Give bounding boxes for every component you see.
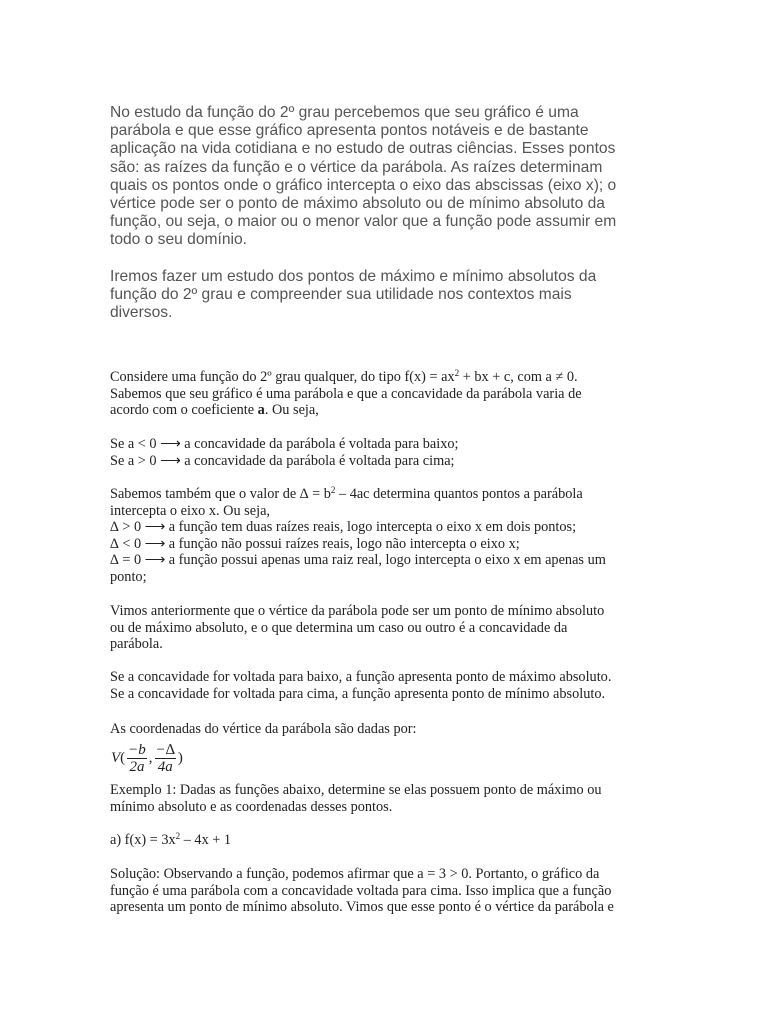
text-run: – 4x + 1 <box>180 832 232 848</box>
fraction-numerator: −b <box>128 742 146 758</box>
text-line: função é uma parábola com a concavidade voltada para cima. Isso implica que a função <box>110 882 612 899</box>
text-line: ∆ = 0 ⟶ a função possui apenas uma raiz real, logo intercepta o eixo x em apenas um <box>110 552 606 569</box>
fraction-x <box>127 742 147 775</box>
text-line: diversos. <box>110 304 173 322</box>
text-line: No estudo da função do 2º grau percebemos que seu gráfico é uma <box>110 104 579 121</box>
text-run: + bx + c, com a ≠ 0. <box>459 369 578 385</box>
fraction-denominator: 4a <box>157 759 173 775</box>
text-line: Vimos anteriormente que o vértice da parábola pode ser um ponto de mínimo absoluto <box>110 603 605 619</box>
text-line: ponto; <box>110 568 147 585</box>
text-line: Se a > 0 ⟶ a concavidade da parábola é voltada para cima; <box>110 452 455 469</box>
formula-paren: ) <box>177 750 183 766</box>
text-line: ou de máximo absoluto, e o que determina um caso ou outro é a concavidade da <box>110 619 568 636</box>
discriminant-paragraph <box>110 486 670 586</box>
text-line: Se a concavidade for voltada para baixo, a função apresenta ponto de máximo absoluto. <box>110 669 612 685</box>
fraction-denominator: 2a <box>129 759 145 775</box>
text-line: quais os pontos onde o gráfico intercepta o eixo das abscissas (eixo x); o <box>110 176 617 194</box>
text-line <box>110 486 670 503</box>
solution-paragraph <box>110 866 670 916</box>
text-line: Se a concavidade for voltada para cima, a função apresenta ponto de mínimo absoluto. <box>110 685 606 702</box>
text-line: função, ou seja, o maior ou o menor valor que a função pode assumir em <box>110 213 617 231</box>
text-line: função do 2º grau e compreender sua utilidade nos contextos mais <box>110 286 572 304</box>
formula-comma: , <box>148 750 153 766</box>
text-line: Exemplo 1: Dadas as funções abaixo, determine se elas possuem ponto de máximo ou <box>110 782 602 798</box>
example-paragraph <box>110 782 670 815</box>
text-line: parábola. <box>110 636 163 653</box>
fraction-y <box>155 742 176 775</box>
intro-paragraph-2 <box>110 268 670 323</box>
formula-symbol: V <box>111 750 121 766</box>
superscript: 2 <box>454 368 460 378</box>
text-line: todo o seu domínio. <box>110 231 247 249</box>
text-line: vértice pode ser o ponto de máximo absoluto ou de mínimo absoluto da <box>110 195 605 213</box>
text-line: ∆ > 0 ⟶ a função tem duas raízes reais, logo intercepta o eixo x em dois pontos; <box>110 519 577 536</box>
text-line: são: as raízes da função e o vértice da parábola. As raízes determinam <box>110 158 603 176</box>
vertex-paragraph <box>110 603 670 653</box>
text-line: Iremos fazer um estudo dos pontos de máximo e mínimo absolutos da <box>110 268 597 285</box>
text-line <box>110 402 670 419</box>
text-line: ∆ < 0 ⟶ a função não possui raízes reais, logo não intercepta o eixo x; <box>110 535 520 552</box>
text-line: Se a < 0 ⟶ a concavidade da parábola é voltada para baixo; <box>110 436 459 452</box>
text-run: Sabemos também que o valor de ∆ = b <box>110 486 331 502</box>
example-function <box>110 832 670 849</box>
vertex-coordinates-heading <box>110 721 670 738</box>
text-run: . Ou seja, <box>264 402 319 419</box>
text-line: intercepta o eixo x. Ou seja, <box>110 502 270 519</box>
superscript: 2 <box>175 831 181 841</box>
text-run: acordo com o coeficiente <box>110 402 258 419</box>
text-line <box>110 369 670 386</box>
text-line: aplicação na vida cotidiana e no estudo de outras ciências. Esses pontos <box>110 140 616 158</box>
text-line: apresenta um ponto de mínimo absoluto. Vimos que esse ponto é o vértice da parábola e <box>110 899 614 916</box>
concavity-rules-paragraph <box>110 436 670 469</box>
text-line: Solução: Observando a função, podemos afirmar que a = 3 > 0. Portanto, o gráfico da <box>110 866 600 882</box>
text-run: Considere uma função do 2º grau qualquer, do tipo f(x) = ax <box>110 369 455 385</box>
max-min-paragraph <box>110 669 670 702</box>
text-line: Sabemos que seu gráfico é uma parábola e que a concavidade da parábola varia de <box>110 385 582 402</box>
formula-paren: ( <box>120 750 126 766</box>
text-run: – 4ac determina quantos pontos a parábola <box>335 486 583 502</box>
superscript: 2 <box>330 485 336 495</box>
function-definition-paragraph <box>110 369 670 419</box>
text-line: As coordenadas do vértice da parábola são dadas por: <box>110 721 417 737</box>
text-run: a) f(x) = 3x <box>110 832 176 848</box>
fraction-numerator: −∆ <box>155 742 175 758</box>
intro-paragraph-1 <box>110 104 670 250</box>
text-line: parábola e que esse gráfico apresenta pontos notáveis e de bastante <box>110 122 589 140</box>
text-line <box>110 832 670 849</box>
vertex-formula <box>111 742 183 775</box>
bold-coefficient: a <box>257 402 265 419</box>
text-line: mínimo absoluto e as coordenadas desses pontos. <box>110 798 393 815</box>
